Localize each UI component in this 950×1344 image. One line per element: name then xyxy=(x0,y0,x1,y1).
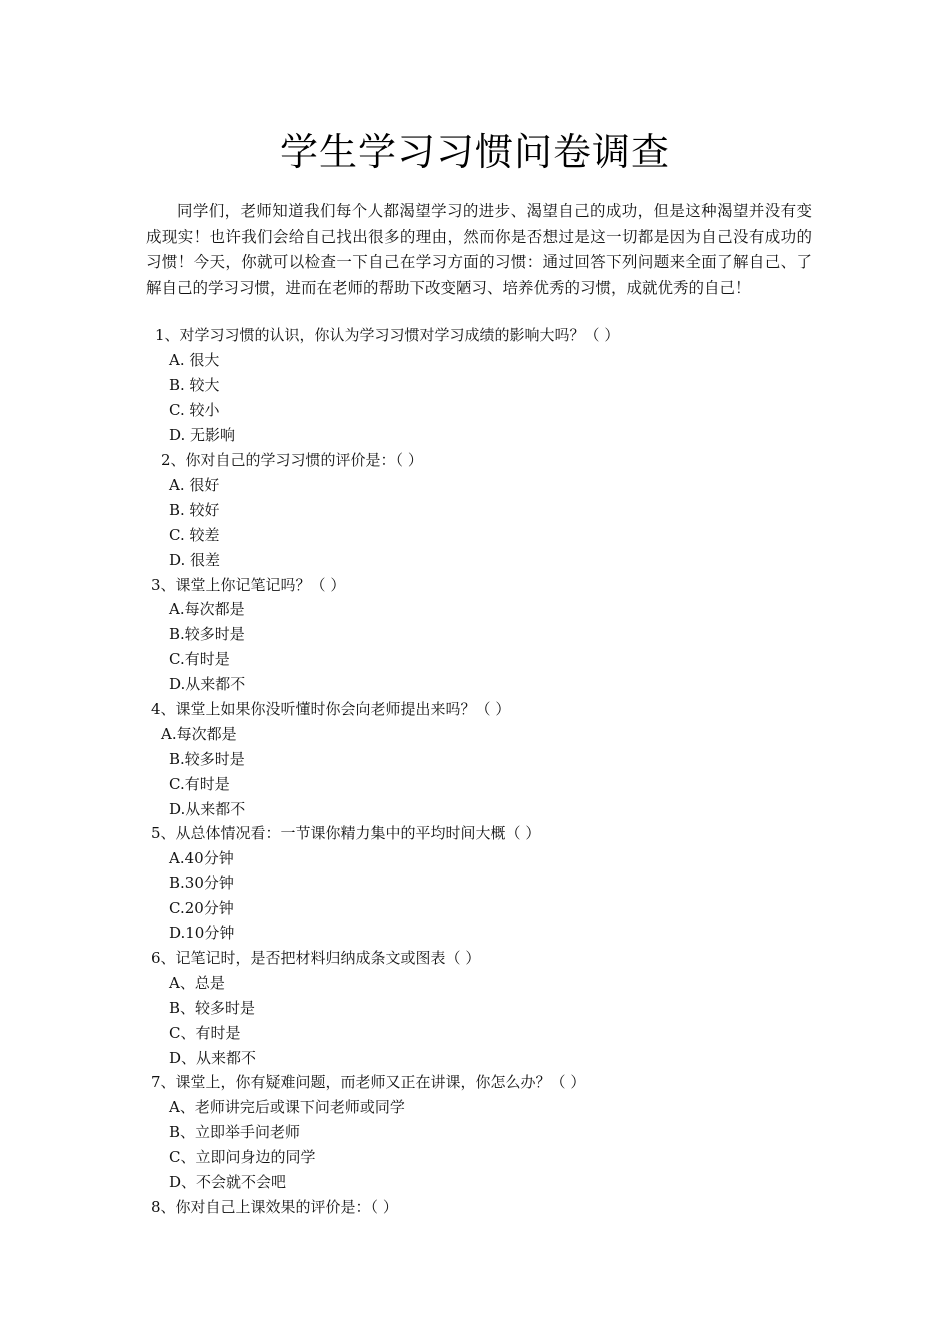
question-7-option-d: D、不会就不会吧 xyxy=(169,1173,287,1191)
question-3-option-c: C.有时是 xyxy=(169,650,230,668)
question-1-option-d: D. 无影响 xyxy=(169,426,236,444)
question-2-option-a: A. 很好 xyxy=(169,476,220,494)
question-1-option-b: B. 较大 xyxy=(169,376,220,394)
question-4-option-d: D.从来都不 xyxy=(169,800,246,818)
question-4-option-c: C.有时是 xyxy=(169,775,230,793)
question-2: 2、你对自己的学习习惯的评价是：（ ） xyxy=(161,451,423,469)
question-2-option-c: C. 较差 xyxy=(169,526,220,544)
question-3-option-a: A.每次都是 xyxy=(169,600,245,618)
question-8: 8、你对自己上课效果的评价是：（ ） xyxy=(151,1198,398,1216)
question-7-option-a: A、老师讲完后或课下问老师或同学 xyxy=(169,1098,405,1116)
question-2-option-b: B. 较好 xyxy=(169,501,220,519)
question-6-option-b: B、较多时是 xyxy=(169,999,256,1017)
question-1-option-a: A. 很大 xyxy=(169,351,220,369)
question-4: 4、课堂上如果你没听懂时你会向老师提出来吗？（ ） xyxy=(151,700,511,718)
question-5-option-c: C.20分钟 xyxy=(169,899,234,917)
question-5-option-d: D.10分钟 xyxy=(169,924,235,942)
question-3-option-d: D.从来都不 xyxy=(169,675,246,693)
question-3-option-b: B.较多时是 xyxy=(169,625,245,643)
question-2-option-d: D. 很差 xyxy=(169,551,221,569)
question-7-option-b: B、立即举手问老师 xyxy=(169,1123,301,1141)
question-6-option-c: C、有时是 xyxy=(169,1024,241,1042)
question-7-option-c: C、立即问身边的同学 xyxy=(169,1148,316,1166)
question-4-option-b: B.较多时是 xyxy=(169,750,245,768)
page-title: 学生学习习惯问卷调查 xyxy=(279,130,670,174)
question-1-option-c: C. 较小 xyxy=(169,401,220,419)
question-5-option-a: A.40分钟 xyxy=(169,849,234,867)
question-6-option-d: D、从来都不 xyxy=(169,1049,257,1067)
question-7: 7、课堂上，你有疑难问题，而老师又正在讲课，你怎么办？（ ） xyxy=(151,1073,586,1091)
intro-paragraph: 同学们，老师知道我们每个人都渴望学习的进步、渴望自己的成功，但是这种渴望并没有变成现实！也许我们会给自己找出很多的理由，然而你是否想过是这一切都是因为自己没有成功的习惯！今天，你就可以检查一下自己在学习方面的习惯：通过回答下列问题来全面了解自己、了解自己的学习习惯，进而在老师的帮助下改变陋习、培养优秀的习惯，成就优秀的自己！ xyxy=(146,202,812,297)
question-5: 5、从总体情况看：一节课你精力集中的平均时间大概（ ） xyxy=(151,824,541,842)
question-6-option-a: A、总是 xyxy=(169,974,225,992)
question-6: 6、记笔记时，是否把材料归纳成条文或图表（ ） xyxy=(151,949,481,967)
question-1: 1、对学习习惯的认识，你认为学习习惯对学习成绩的影响大吗？（ ） xyxy=(155,326,620,344)
question-3: 3、课堂上你记笔记吗？（ ） xyxy=(151,576,346,594)
question-4-option-a: A.每次都是 xyxy=(161,725,237,743)
question-5-option-b: B.30分钟 xyxy=(169,874,234,892)
